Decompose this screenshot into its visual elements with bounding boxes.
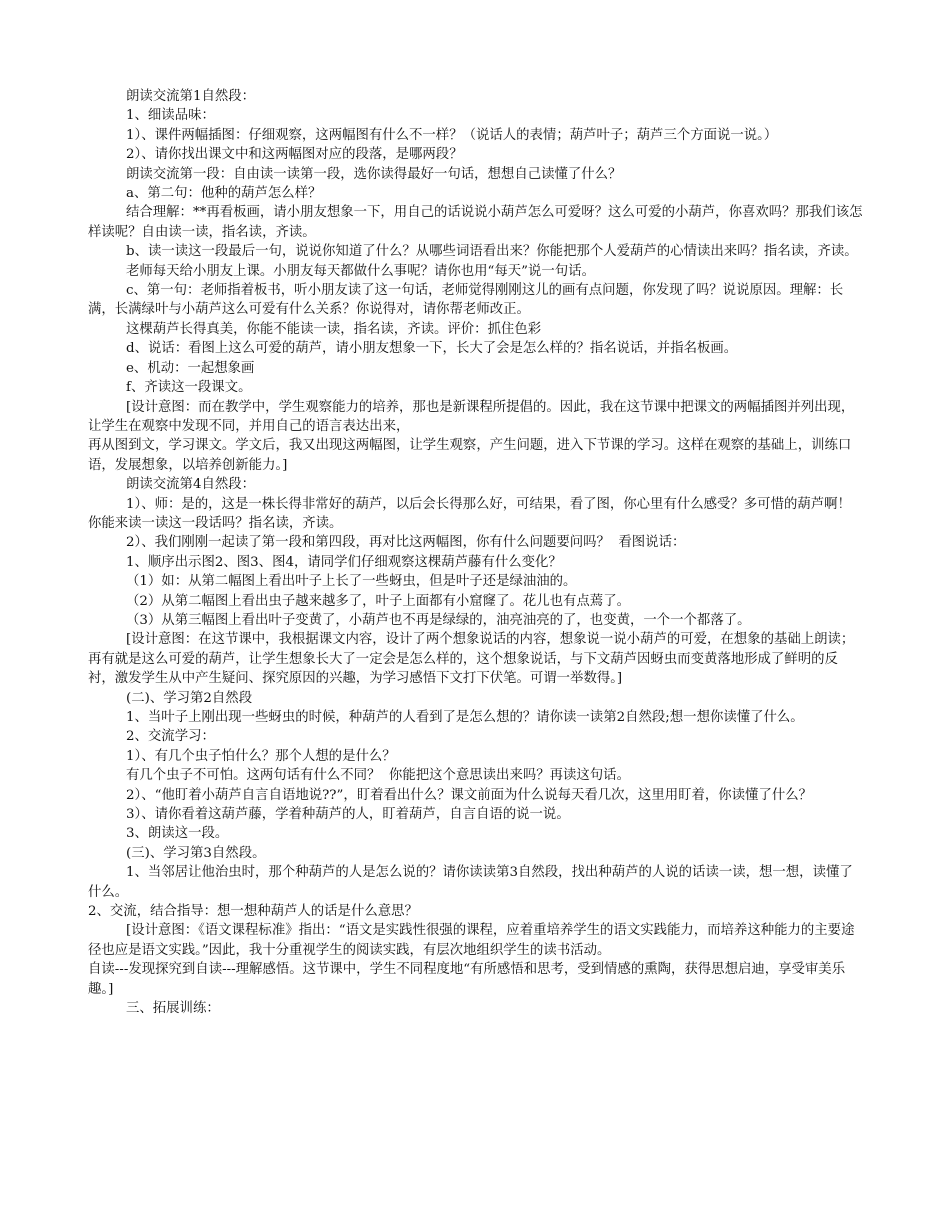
paragraph: 有几个虫子不可怕。这两句话有什么不同？ 你能把这个意思读出来吗？再读这句话。	[126, 768, 630, 784]
paragraph: c、第一句：老师指着板书，听小朋友读了这一句话，老师觉得刚刚这儿的画有点问题，你发现了吗？说说原因。理解：长满，长满绿叶与小葫芦这么可爱有什么关系？你说得对，请你帮老师改正。	[88, 283, 844, 318]
design-intent-note: [设计意图：在这节课中，我根据课文内容，设计了两个想象说话的内容，想象说一说小葫芦的可爱，在想象的基础上朗读；再有就是这么可爱的葫芦，让学生想象长大了一定会是怎么样的，这个想象说话，与下文葫芦因蚜虫而变黄落地形成了鲜明的反衬，激发学生从中产生疑问、探究原因的兴趣，为学习感悟下文打下伏笔。可谓一举数得。]	[88, 632, 855, 687]
section-heading: (三)、学习第3自然段。	[126, 845, 266, 861]
design-intent-note: [设计意图：《语文课程标准》指出：“语文是实践性很强的课程，应着重培养学生的语文实践能力，而培养这种能力的主要途径也应是语文实践。”因此，我十分重视学生的阅读实践，有层次地组织学生的读书活动。	[88, 923, 855, 958]
paragraph: （3）从第三幅图上看出叶子变黄了，小葫芦也不再是绿绿的，油亮油亮的了，也变黄，一个一个都落了。	[126, 612, 751, 628]
paragraph: 再从图到文，学习课文。学文后，我又出现这两幅图，让学生观察，产生问题，进入下节课的学习。这样在观察的基础上，训练口语，发展想象，以培养创新能力。]	[88, 438, 852, 473]
paragraph: 结合理解：**再看板画，请小朋友想象一下，用自己的话说说小葫芦怎么可爱呀？这么可爱的小葫芦，你喜欢吗？那我们该怎样读呢？自由读一读，指名读，齐读。	[88, 205, 863, 240]
paragraph: 2）、“他盯着小葫芦自言自语地说??”，盯着看出什么？课文前面为什么说每天看几次，这里用盯着，你读懂了什么？	[126, 787, 813, 803]
paragraph: （1）如：从第二幅图上看出叶子上长了一些蚜虫，但是叶子还是绿油油的。	[126, 574, 577, 590]
paragraph: 这棵葫芦长得真美，你能不能读一读，指名读，齐读。评价：抓住色彩	[126, 321, 542, 337]
paragraph: 1、当叶子上刚出现一些蚜虫的时候，种葫芦的人看到了是怎么想的？请你读一读第2自然段;想一想你读懂了什么。	[126, 710, 804, 725]
document-body	[88, 87, 864, 1019]
paragraph: 3）、请你看着这葫芦藤，学着种葫芦的人，盯着葫芦，自言自语的说一说。	[126, 807, 570, 823]
paragraph: 2、交流学习：	[126, 729, 215, 745]
paragraph: 朗读交流第1自然段：	[126, 89, 256, 104]
paragraph: 2）、请你找出课文中和这两幅图对应的段落，是哪两段？	[126, 147, 463, 163]
paragraph: （2）从第二幅图上看出虫子越来越多了，叶子上面都有小窟窿了。花儿也有点蔫了。	[126, 593, 630, 609]
paragraph: 朗读交流第一段：自由读一读第一段，选你读得最好一句话，想想自己读懂了什么？	[126, 166, 622, 182]
paragraph: 3、朗读这一段。	[126, 826, 229, 842]
paragraph: 2、交流，结合指导：想一想种葫芦人的话是什么意思？	[88, 904, 418, 920]
paragraph: 朗读交流第4自然段：	[126, 477, 256, 493]
paragraph: 老师每天给小朋友上课。小朋友每天都做什么事呢？请你也用“每天”说一句话。	[126, 263, 595, 279]
paragraph: f、齐读这一段课文。	[126, 380, 252, 396]
section-heading: 三、拓展训练：	[126, 1001, 220, 1017]
paragraph: 1）、课件两幅插图：仔细观察，这两幅图有什么不一样？（说话人的表情；葫芦叶子；葫芦三个方面说一说。）	[126, 127, 778, 143]
paragraph: a、第二句：他种的葫芦怎么样？	[126, 186, 322, 202]
section-heading: (二)、学习第2自然段	[126, 690, 253, 706]
paragraph: b、读一读这一段最后一句，说说你知道了什么？从哪些词语看出来？你能把那个人爱葫芦的心情读出来吗？指名读，齐读。	[126, 244, 858, 260]
paragraph: 2）、我们刚刚一起读了第一段和第四段，再对比这两幅图，你有什么问题要问吗？ 看图说话：	[126, 535, 686, 551]
paragraph: e、机动：一起想象画	[126, 360, 255, 376]
paragraph: d、说话：看图上这么可爱的葫芦，请小朋友想象一下，长大了会是怎么样的？指名说话，并指名板画。	[126, 341, 738, 357]
paragraph: 自读---发现探究到自读---理解感悟。这节课中，学生不同程度地“有所感悟和思考，受到情感的熏陶，获得思想启迪，享受审美乐趣。]	[88, 962, 846, 997]
paragraph: 1、当邻居让他治虫时，那个种葫芦的人是怎么说的？请你读读第3自然段，找出种葫芦的人说的话读一读，想一想，读懂了什么。	[88, 865, 853, 900]
paragraph: 1）、有几个虫子怕什么？那个人想的是什么？	[126, 748, 396, 764]
design-intent-note: [设计意图：而在教学中，学生观察能力的培养，那也是新课程所提倡的。因此，我在这节课中把课文的两幅插图并列出现，让学生在观察中发现不同，并用自己的语言表达出来，	[88, 399, 855, 434]
paragraph: 1）、师：是的，这是一株长得非常好的葫芦，以后会长得那么好，可结果，看了图，你心里有什么感受？多可惜的葫芦啊！你能来读一读这一段话吗？指名读，齐读。	[88, 496, 851, 531]
paragraph: 1、顺序出示图2、图3、图4，请同学们仔细观察这棵葫芦藤有什么变化？	[126, 554, 562, 570]
paragraph: 1、细读品味：	[126, 108, 215, 124]
